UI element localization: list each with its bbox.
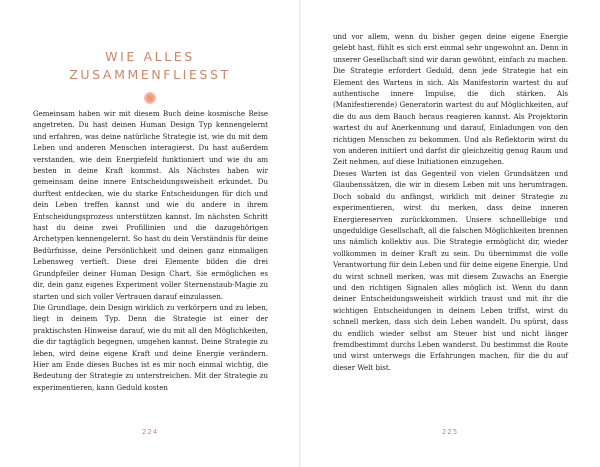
chapter-title-line-2: ZUSAMMENFLIESST <box>69 67 231 82</box>
page-number-right: 225 <box>441 428 459 436</box>
chapter-title-line-1: WIE ALLES <box>105 49 195 64</box>
page-number-left: 224 <box>141 428 159 436</box>
chapter-title <box>20 48 280 84</box>
paragraph: Dieses Warten ist das Gegenteil von vielen Grundsätzen und Glaubenssätzen, die wir in diesem Leben mit uns herumtragen. Doch sobald du anfängst, wirklich mit deiner Strategie zu experimentieren, wirst du merken, dass deine inneren Energiereserven zurückkommen. Unsere schnelllebige und ungeduldige Gesellschaft, all die falschen Möglichkeiten brennen uns nämlich kollektiv aus. Die Strategie ermöglicht dir, wieder vollkommen in deiner Kraft zu sein. Du übernimmst die volle Verantwortung für dein Leben und für deine eigene Energie. Und du wirst schnell merken, was mit diesem Zuwachs an Energie und den richtigen Signalen alles möglich ist. Wenn du dann deiner Entscheidungsweisheit wirklich traust und mit ihr die wichtigen Entscheidungen in deinem Leben triffst, wirst du schnell merken, dass sich dein Leben wandelt. Du spürst, dass du endlich wieder selbst am Steuer bist und nicht länger fremdbestimmt durchs Leben wanderst. Du bestimmst die Route und wirst unterwegs die Erfahrungen machen, für die du auf dieser Welt bist. <box>333 168 568 372</box>
decorative-dot-icon <box>144 92 156 104</box>
left-body-text <box>33 108 268 393</box>
paragraph: und vor allem, wenn du bisher gegen deine eigene Energie gelebt hast, fühlt es sich erst einmal sehr ungewohnt an. Denn in unserer Gesellschaft sind wir daran gewöhnt, einfach zu machen. Die Strategie erfordert Geduld, denn jede Strategie hat ein Element des Wartens in sich. Als Manifestorin wartest du auf authentische innere Impulse, die dich stärken. Als (Manifestierende) Generatorin wartest du auf Möglichkeiten, auf die du aus dem Bauch heraus reagieren kannst. Als Projektorin wartest du auf Anerkennung und darauf, Einladungen von den richtigen Menschen zu bekommen. Und als Reflektorin wirst du von anderen initiiert und darfst dir gleichzeitig genug Raum und Zeit nehmen, auf diese Initiationen einzugehen. <box>333 32 568 167</box>
right-page <box>300 0 600 467</box>
paragraph: Die Grundlage, dein Design wirklich zu verkörpern und zu leben, liegt in deinem Typ. Denn die Strategie ist einer der praktischsten Hinweise darauf, wie du mit all den Möglichkeiten, die dir tagtäglich begegnen, umgehen kannst. Deine Strategie zu leben, wird deine eigene Kraft und deine Energie verändern. Hier am Ende dieses Buches ist es mir noch einmal wichtig, die Bedeutung der Strategie zu unterstreichen. Mit der Strategie zu experimentieren, kann Geduld kosten <box>33 302 268 392</box>
right-body-text <box>333 31 568 373</box>
paragraph: Gemeinsam haben wir mit diesem Buch deine kosmische Reise angetreten. Du hast deinen Human Design Typ kennengelernt und erfahren, was deine natürliche Strategie ist, wie du mit dem Leben und anderen Menschen interagierst. Du hast außerdem verstanden, wie dein Energiefeld funktioniert und wie du am besten in deine Kraft kommst. Als Nächstes haben wir gemeinsam deine innere Entscheidungsweisheit erkundet. Du durftest entdecken, wie du starke Entscheidungen für dich und dein Leben treffen kannst und wie du andere in ihrem Entscheidungsprozess unterstützen kannst. Im nächsten Schritt hast du deine zwei Profillinien und die dazugehörigen Archetypen kennengelernt. So hast du dein Verständnis für deine Bedürfnisse, deine Persönlichkeit und deinen ganz einmaligen Lebensweg vertieft. Diese drei Elemente bilden die drei Grundpfeiler deiner Human Design Chart. Sie ermöglichen es dir, dein ganz eigenes Experiment voller Sternenstaub-Magie zu starten und sich voller Vertrauen darauf einzulassen. <box>33 109 268 301</box>
